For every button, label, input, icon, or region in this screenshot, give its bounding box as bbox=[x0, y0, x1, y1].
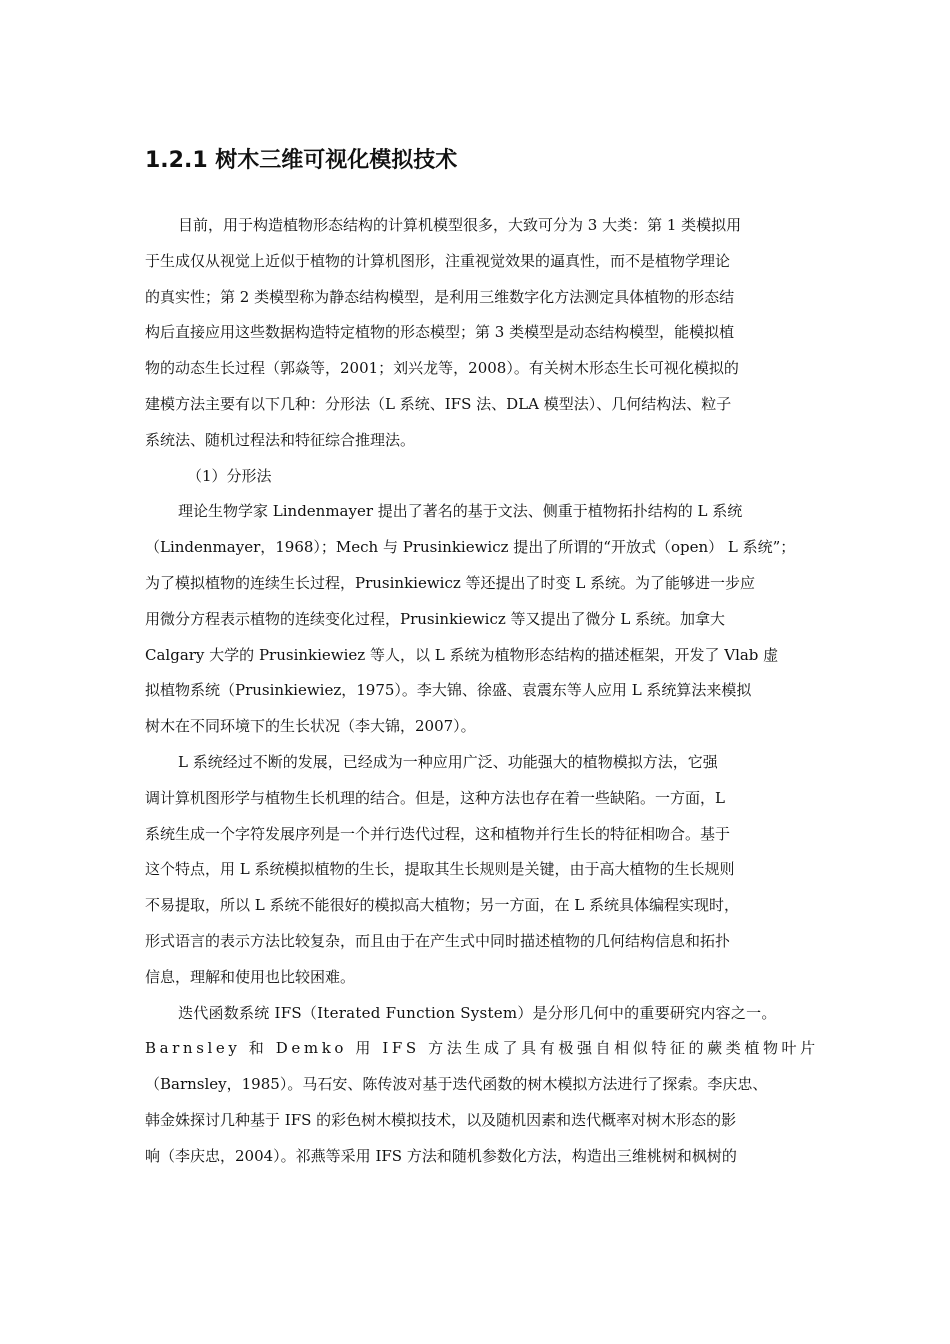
text-line: Calgary 大学的 Prusinkiewiez 等人，以 L 系统为植物形态结构的描述框架，开发了 Vlab 虚 bbox=[145, 645, 779, 664]
text-line: L 系统经过不断的发展，已经成为一种应用广泛、功能强大的植物模拟方法，它强 bbox=[178, 752, 718, 771]
text-line: （Barnsley，1985）。马石安、陈传波对基于迭代函数的树木模拟方法进行了探索。李庆忠、 bbox=[145, 1075, 768, 1094]
text-line: 不易提取，所以 L 系统不能很好的模拟高大植物；另一方面，在 L 系统具体编程实现时， bbox=[145, 896, 739, 915]
text-line: 形式语言的表示方法比较复杂，而且由于在产生式中同时描述植物的几何结构信息和拓扑 bbox=[145, 931, 731, 950]
text-line: 的真实性；第 2 类模型称为静态结构模型，是利用三维数字化方法测定具体植物的形态结 bbox=[145, 287, 735, 306]
text-line: （Lindenmayer，1968）；Mech 与 Prusinkiewicz 提出了所谓的“开放式（open） L 系统”； bbox=[145, 538, 796, 557]
text-line: 韩金姝探讨几种基于 IFS 的彩色树木模拟技术，以及随机因素和迭代概率对树木形态的影 bbox=[145, 1110, 737, 1129]
text-line: 拟植物系统（Prusinkiewiez，1975）。李大锦、徐盛、袁震东等人应用 L 系统算法来模拟 bbox=[145, 681, 752, 700]
text-line: 迭代函数系统 IFS（Iterated Function System）是分形几何中的重要研究内容之一。 bbox=[178, 1003, 777, 1022]
text-line: 目前，用于构造植物形态结构的计算机模型很多，大致可分为 3 大类：第 1 类模拟用 bbox=[178, 216, 742, 234]
text-line: 用微分方程表示植物的连续变化过程，Prusinkiewicz 等又提出了微分 L 系统。加拿大 bbox=[145, 609, 726, 628]
text-line: 系统法、随机过程法和特征综合推理法。 bbox=[145, 430, 416, 449]
text-line: 理论生物学家 Lindenmayer 提出了著名的基于文法、侧重于植物拓扑结构的 L 系统 bbox=[178, 502, 743, 521]
text-line: 为了模拟植物的连续生长过程，Prusinkiewicz 等还提出了时变 L 系统。为了能够进一步应 bbox=[145, 573, 756, 592]
section-heading: 1.2.1 树木三维可视化模拟技术 bbox=[145, 148, 458, 173]
text-line: 这个特点，用 L 系统模拟植物的生长，提取其生长规则是关键，由于高大植物的生长规则 bbox=[145, 860, 735, 879]
text-line: 建模方法主要有以下几种：分形法（L 系统、IFS 法、DLA 模型法）、几何结构法、粒子 bbox=[145, 394, 732, 413]
text-line: 信息，理解和使用也比较困难。 bbox=[145, 967, 356, 986]
text-line: 响（李庆忠，2004）。祁燕等采用 IFS 方法和随机参数化方法，构造出三维桃树和枫树的 bbox=[145, 1146, 737, 1165]
text-line: 构后直接应用这些数据构造特定植物的形态模型；第 3 类模型是动态结构模型，能模拟植 bbox=[145, 323, 735, 342]
text-line: 系统生成一个字符发展序列是一个并行迭代过程，这和植物并行生长的特征相吻合。基于 bbox=[145, 824, 731, 843]
text-line: 树木在不同环境下的生长状况（李大锦，2007）。 bbox=[145, 717, 476, 736]
subsection-heading: （1）分形法 bbox=[187, 466, 272, 485]
text-line: 调计算机图形学与植物生长机理的结合。但是，这种方法也存在着一些缺陷。一方面，L bbox=[145, 788, 725, 807]
text-line: 物的动态生长过程（郭焱等，2001；刘兴龙等，2008）。有关树木形态生长可视化模拟的 bbox=[145, 359, 739, 378]
text-line: Barnsley 和 Demko 用 IFS 方法生成了具有极强自相似特征的蕨类植物叶片 bbox=[145, 1039, 819, 1058]
text-line: 于生成仅从视觉上近似于植物的计算机图形，注重视觉效果的逼真性，而不是植物学理论 bbox=[145, 251, 731, 270]
body-text bbox=[145, 208, 819, 1175]
